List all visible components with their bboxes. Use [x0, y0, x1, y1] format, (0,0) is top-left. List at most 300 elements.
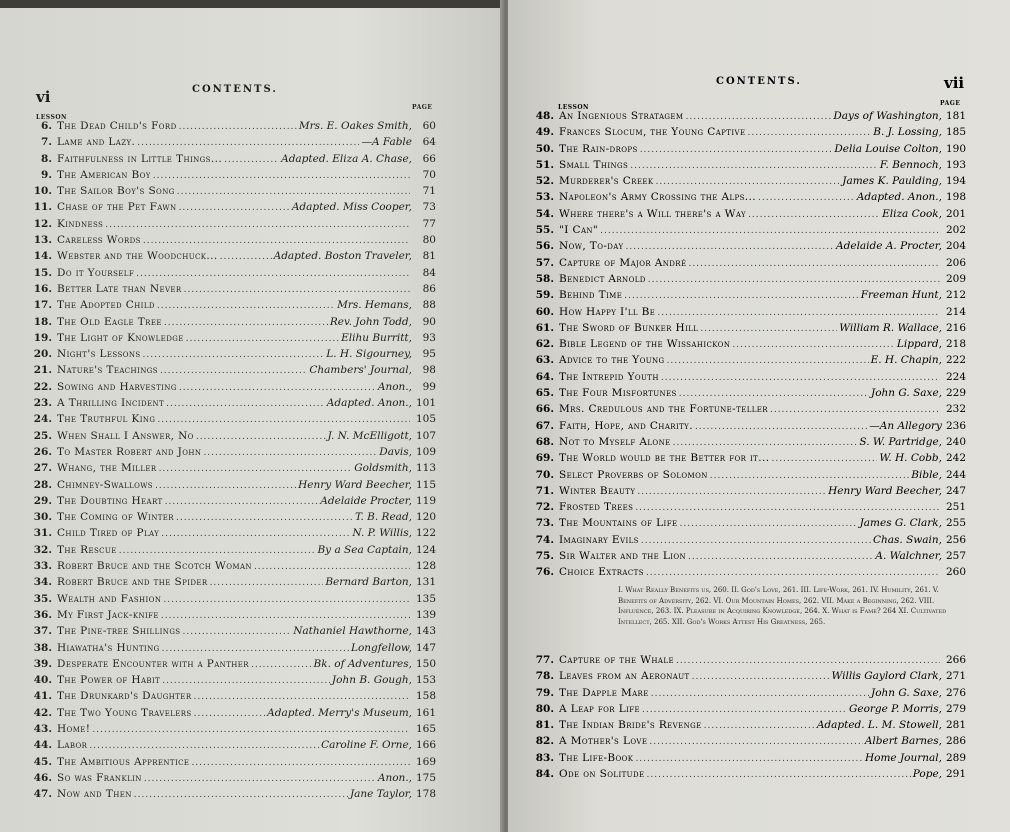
entry-author: N. P. Willis,	[352, 527, 412, 540]
entry-page: 153	[415, 674, 436, 687]
entry-page: 181	[945, 110, 966, 122]
entry-author: Adelaide Procter,	[320, 494, 412, 507]
dot-leader	[748, 207, 880, 223]
entry-author: Bernard Barton,	[325, 576, 412, 589]
entry-number: 51.	[535, 158, 554, 171]
choice-extracts-sublist: I. What Really Benefits us, 260. II. God's Love, 261. III. Life-Work, 261. IV. Humility, 261. V. Benefits of Adversity, 262. VI. Our Mountain Homes, 262. VII. Make a Beginning, 262. VIII. Influence, 263. IX. Pleasure in Acquiring Knowledge, 264. X. What is Fame? 264 XI. Cultivated Intellect, 265. XII. God's Works Attest His Greatness, 265.	[618, 586, 947, 626]
contents-entry	[30, 248, 436, 264]
entry-number: 54.	[535, 207, 554, 220]
entry-page: 95	[422, 348, 436, 361]
entry-number: 84.	[535, 768, 554, 781]
entry-page: 244	[945, 468, 966, 481]
entry-author: Bible,	[911, 468, 942, 481]
dot-leader	[624, 288, 858, 304]
entry-page: 279	[945, 702, 966, 715]
running-head: CONTENTS.	[192, 84, 278, 95]
entry-number: 49.	[535, 126, 554, 139]
entry-number: 59.	[535, 289, 554, 302]
entry-number: 11.	[33, 201, 52, 214]
entry-page: 166	[415, 739, 436, 752]
entry-page: 271	[945, 670, 966, 683]
entry-number: 71.	[535, 484, 554, 497]
entry-title: The Intrepid Youth	[559, 370, 659, 383]
entry-author: Henry Ward Beecher,	[828, 484, 942, 497]
entry-page: 291	[945, 768, 966, 781]
dot-leader	[224, 152, 279, 168]
entry-title: "I Can"	[559, 224, 599, 237]
entry-author: Jane Taylor,	[349, 788, 412, 801]
entry-page: 122	[415, 527, 436, 540]
entry-page: 128	[415, 560, 436, 573]
dot-leader	[251, 657, 312, 673]
dot-leader	[637, 484, 826, 500]
entry-author: Willis Gaylord Clark,	[831, 670, 942, 683]
entry-number: 19.	[33, 331, 52, 344]
entry-page: 256	[945, 533, 966, 546]
entry-page: 70	[422, 168, 436, 181]
entry-title: Choice Extracts	[559, 566, 644, 579]
entry-title: Frances Slocum, the Young Captive	[559, 126, 746, 139]
contents-entry	[532, 385, 966, 401]
column-label-lesson: LESSON	[36, 114, 68, 121]
entry-number: 31.	[33, 527, 52, 540]
entry-author: Bk. of Adventures,	[313, 657, 412, 670]
dot-leader	[686, 109, 832, 125]
entry-title: Capture of the Whale	[559, 654, 674, 666]
entry-page: 178	[415, 788, 436, 801]
contents-entry	[532, 652, 966, 668]
contents-entry	[30, 411, 436, 427]
entry-author: Adelaide A. Procter,	[836, 240, 942, 253]
entry-page: 73	[422, 201, 436, 214]
dot-leader	[732, 337, 895, 353]
entry-title: Night's Lessons	[57, 348, 141, 361]
contents-entry	[30, 265, 436, 281]
contents-entry	[532, 668, 966, 684]
contents-entry	[532, 287, 966, 303]
entry-number: 58.	[535, 272, 554, 285]
entry-title: The Sword of Bunker Hill	[559, 321, 699, 334]
contents-entry	[30, 688, 436, 704]
dot-leader	[254, 559, 410, 575]
entry-page: 206	[945, 256, 966, 269]
entry-title: The Adopted Child	[57, 299, 155, 312]
entry-title: Chimney-Swallows	[57, 478, 153, 491]
entry-page: 147	[415, 641, 436, 654]
entry-title: Home!	[57, 722, 91, 735]
entry-title: The Indian Bride's Revenge	[559, 719, 702, 732]
entry-number: 28.	[33, 478, 52, 491]
entry-author: B. J. Lossing,	[873, 126, 942, 139]
entry-page: 212	[945, 289, 966, 302]
entry-page: 115	[415, 478, 436, 491]
entry-page: 209	[945, 272, 966, 285]
entry-page: 81	[422, 250, 436, 263]
entry-number: 14.	[33, 250, 52, 263]
entry-page: 93	[422, 331, 436, 344]
entry-page: 135	[415, 592, 436, 605]
entry-author: Lippard,	[896, 338, 942, 351]
entry-title: Where there's a Will there's a Way	[559, 207, 747, 220]
entry-author: Adapted. Boston Traveler,	[273, 250, 412, 263]
dot-leader	[161, 608, 410, 624]
entry-number: 32.	[33, 543, 52, 556]
contents-entry	[532, 189, 966, 205]
entry-author: Anon.,	[377, 380, 412, 393]
entry-author: Adapted. Eliza A. Chase,	[281, 152, 412, 165]
entry-number: 21.	[33, 364, 52, 377]
entry-number: 53.	[535, 191, 554, 204]
entry-page: 90	[422, 315, 436, 328]
entry-author: Henry Ward Beecher,	[298, 478, 412, 491]
entry-title: The Two Young Travelers	[57, 706, 192, 719]
contents-entry	[30, 591, 436, 607]
entry-number: 72.	[535, 501, 554, 514]
contents-entry	[532, 733, 966, 749]
entry-author: George P. Morris,	[848, 702, 942, 715]
entry-number: 34.	[33, 576, 52, 589]
entry-author: William R. Wallace,	[839, 321, 942, 334]
entry-page: 107	[415, 429, 436, 442]
dot-leader	[679, 516, 857, 532]
dot-leader	[194, 689, 411, 705]
entry-title: Child Tired of Play	[57, 527, 160, 540]
entry-author: Mrs. Hemans,	[337, 299, 412, 312]
dot-leader	[157, 412, 410, 428]
contents-entry	[30, 542, 436, 558]
dot-leader	[89, 738, 319, 754]
dot-leader	[176, 510, 353, 526]
entry-number: 8.	[41, 152, 52, 165]
entry-title: The Rain-drops	[559, 142, 638, 155]
entry-title: Kindness	[57, 217, 104, 230]
entry-page: 60	[422, 120, 436, 132]
contents-entry	[532, 304, 966, 320]
entry-number: 10.	[33, 185, 52, 198]
entry-number: 37.	[33, 625, 52, 638]
entry-title: Capture of Major André	[559, 256, 687, 269]
entry-author: Pope,	[912, 768, 942, 781]
entry-page: 222	[945, 354, 966, 367]
entry-title: My First Jack-knife	[57, 608, 159, 621]
entry-title: Now, To-day	[559, 240, 624, 253]
column-label-lesson: LESSON	[558, 104, 590, 111]
contents-entry	[532, 124, 966, 140]
entry-page: 101	[415, 397, 436, 410]
entry-page: 169	[415, 755, 436, 768]
dot-leader	[600, 223, 940, 239]
contents-entry	[30, 786, 436, 802]
entry-title: Robert Bruce and the Scotch Woman	[57, 560, 252, 573]
entry-title: The World would be the Better for it...	[559, 452, 770, 465]
contents-entry	[532, 564, 966, 580]
dot-leader	[692, 669, 830, 685]
contents-list	[30, 118, 436, 802]
contents-entry	[532, 434, 966, 450]
entry-number: 62.	[535, 338, 554, 351]
dot-leader	[186, 331, 339, 347]
entry-page: 232	[945, 403, 966, 416]
contents-entry	[532, 255, 966, 271]
entry-title: Imaginary Evils	[559, 533, 639, 546]
entry-number: 65.	[535, 387, 554, 400]
entry-page: 86	[422, 282, 436, 295]
dot-leader	[143, 233, 410, 249]
entry-number: 39.	[33, 657, 52, 670]
left-page	[0, 0, 504, 832]
contents-list	[532, 652, 966, 782]
entry-number: 36.	[33, 608, 52, 621]
entry-number: 7.	[41, 136, 52, 149]
entry-title: Bible Legend of the Wissahickon	[559, 338, 731, 351]
entry-author: Adapted. Miss Cooper,	[291, 201, 412, 214]
dot-leader	[661, 370, 940, 386]
dot-leader	[196, 429, 326, 445]
dot-leader	[635, 500, 940, 516]
entry-number: 42.	[33, 706, 52, 719]
entry-title: Mrs. Credulous and the Fortune-teller	[559, 403, 768, 416]
entry-title: The Light of Knowledge	[57, 331, 184, 344]
entry-number: 16.	[33, 282, 52, 295]
entry-page: 198	[945, 191, 966, 204]
entry-number: 35.	[33, 592, 52, 605]
entry-number: 47.	[33, 788, 52, 801]
entry-number: 41.	[33, 690, 52, 703]
dot-leader	[157, 298, 335, 314]
contents-entry	[532, 222, 966, 238]
entry-author: Anon.,	[377, 771, 412, 784]
entry-page: 109	[415, 445, 436, 458]
entry-page: 161	[415, 706, 436, 719]
entry-number: 46.	[33, 771, 52, 784]
entry-author: Eliza Cook,	[882, 207, 942, 220]
entry-page: 119	[415, 494, 436, 507]
entry-page: 143	[415, 625, 436, 638]
contents-entry	[30, 444, 436, 460]
entry-number: 13.	[33, 234, 52, 247]
entry-title: Robert Bruce and the Spider	[57, 576, 208, 589]
entry-author: Adapted. L. M. Stowell,	[816, 719, 942, 732]
contents-entry	[532, 467, 966, 483]
dot-leader	[770, 402, 940, 418]
entry-title: The Pine-tree Shillings	[57, 625, 181, 638]
entry-number: 20.	[33, 348, 52, 361]
entry-author: Adapted. Anon.,	[326, 397, 412, 410]
dot-leader	[119, 543, 316, 559]
entry-number: 29.	[33, 494, 52, 507]
entry-page: 289	[945, 751, 966, 764]
entry-title: Sir Walter and the Lion	[559, 550, 687, 563]
contents-entry	[30, 754, 436, 770]
entry-page: 218	[945, 338, 966, 351]
dot-leader	[164, 315, 328, 331]
entry-page: 216	[945, 321, 966, 334]
entry-title: A Leap for Life	[559, 702, 641, 715]
entry-number: 26.	[33, 445, 52, 458]
entry-title: Labor	[57, 739, 88, 752]
entry-number: 63.	[535, 354, 554, 367]
dot-leader	[688, 256, 940, 272]
dot-leader	[646, 565, 940, 581]
entry-title: A Mother's Love	[559, 735, 648, 748]
entry-number: 80.	[535, 702, 554, 715]
entry-page: 201	[945, 207, 966, 220]
dot-leader	[153, 168, 410, 184]
entry-title: When Shall I Answer, No	[57, 429, 194, 442]
contents-entry	[532, 548, 966, 564]
dot-leader	[630, 158, 878, 174]
entry-number: 45.	[33, 755, 52, 768]
column-label-page: PAGE	[412, 104, 433, 111]
contents-entry	[30, 167, 436, 183]
dot-leader	[143, 347, 325, 363]
entry-number: 23.	[33, 397, 52, 410]
entry-number: 81.	[535, 719, 554, 732]
running-head: CONTENTS.	[716, 76, 802, 87]
contents-entry	[30, 640, 436, 656]
contents-entry	[30, 460, 436, 476]
dot-leader	[667, 353, 869, 369]
dot-leader	[160, 363, 307, 379]
entry-number: 44.	[33, 739, 52, 752]
contents-entry	[532, 418, 966, 434]
contents-entry	[30, 525, 436, 541]
contents-entry	[532, 499, 966, 515]
entry-title: Now and Then	[57, 788, 132, 801]
dot-leader	[179, 119, 297, 135]
entry-number: 79.	[535, 686, 554, 699]
contents-entry	[30, 770, 436, 786]
contents-entry	[532, 717, 966, 733]
entry-title: Webster and the Woodchuck...	[57, 250, 218, 263]
contents-entry	[30, 118, 436, 134]
dot-leader	[640, 142, 833, 158]
entry-number: 76.	[535, 566, 554, 579]
dot-leader	[700, 321, 837, 337]
entry-page: 120	[415, 511, 436, 524]
entry-number: 17.	[33, 299, 52, 312]
entry-page: 190	[945, 142, 966, 155]
dot-leader	[657, 305, 940, 321]
entry-number: 60.	[535, 305, 554, 318]
entry-author: Adapted. Merry's Museum,	[267, 706, 412, 719]
contents-entry	[532, 157, 966, 173]
entry-number: 12.	[33, 217, 52, 230]
entry-title: The Rescue	[57, 543, 117, 556]
entry-author: Albert Barnes,	[864, 735, 942, 748]
entry-number: 48.	[535, 110, 554, 122]
entry-page: 105	[415, 413, 436, 426]
entry-title: Frosted Trees	[559, 501, 634, 514]
contents-entry	[532, 483, 966, 499]
dot-leader	[184, 282, 410, 298]
dot-leader	[161, 526, 350, 542]
entry-number: 57.	[535, 256, 554, 269]
contents-entry	[30, 607, 436, 623]
dot-leader	[162, 641, 349, 657]
entry-number: 50.	[535, 142, 554, 155]
entry-page: 150	[415, 657, 436, 670]
entry-number: 25.	[33, 429, 52, 442]
entry-title: The Doubting Heart	[57, 494, 163, 507]
entry-page: 236	[945, 419, 966, 432]
dot-leader	[647, 767, 911, 783]
contents-entry	[30, 395, 436, 411]
dot-leader	[673, 435, 858, 451]
contents-entry	[30, 216, 436, 232]
entry-page: 251	[945, 501, 966, 514]
entry-number: 77.	[535, 654, 554, 666]
dot-leader	[194, 706, 266, 722]
entry-title: Chase of the Pet Fawn	[57, 201, 177, 214]
entry-title: The Life-Book	[559, 751, 634, 764]
entry-number: 83.	[535, 751, 554, 764]
entry-title: The Mountains of Life	[559, 517, 678, 530]
contents-entry	[30, 183, 436, 199]
entry-page: 158	[415, 690, 436, 703]
entry-author: J. N. McElligott,	[327, 429, 412, 442]
contents-entry	[532, 515, 966, 531]
contents-entry	[30, 314, 436, 330]
entry-author: By a Sea Captain,	[317, 543, 412, 556]
dot-leader	[155, 478, 296, 494]
dot-leader	[649, 734, 863, 750]
entry-page: 255	[945, 517, 966, 530]
dot-leader	[203, 445, 377, 461]
entry-page: 113	[415, 462, 436, 475]
entry-page: 175	[415, 771, 436, 784]
entry-title: Do it Yourself	[57, 266, 135, 279]
entry-title: The American Boy	[57, 168, 151, 181]
entry-number: 40.	[33, 674, 52, 687]
entry-number: 66.	[535, 403, 554, 416]
dot-leader	[191, 755, 410, 771]
contents-entry	[532, 369, 966, 385]
entry-title: The Truthful King	[57, 413, 156, 426]
contents-entry	[30, 428, 436, 444]
contents-entry	[30, 281, 436, 297]
dot-leader	[676, 653, 940, 669]
entry-author: Mrs. E. Oakes Smith,	[298, 120, 412, 132]
dot-leader	[177, 184, 410, 200]
entry-title: The Sailor Boy's Song	[57, 185, 175, 198]
dot-leader	[641, 533, 871, 549]
entry-number: 61.	[535, 321, 554, 334]
entry-author: F. Bennoch,	[879, 158, 942, 171]
entry-number: 74.	[535, 533, 554, 546]
entry-title: Leaves from an Aeronaut	[559, 670, 690, 683]
contents-entry	[30, 297, 436, 313]
entry-author: S. W. Partridge,	[859, 435, 942, 448]
contents-entry	[532, 685, 966, 701]
dot-leader	[695, 419, 867, 435]
contents-entry	[30, 656, 436, 672]
page-number: vii	[944, 74, 965, 92]
contents-entry	[30, 362, 436, 378]
entry-page: 99	[422, 380, 436, 393]
entry-number: 30.	[33, 511, 52, 524]
entry-author: Longfellow,	[351, 641, 412, 654]
entry-number: 38.	[33, 641, 52, 654]
entry-author: Chambers' Journal,	[309, 364, 412, 377]
dot-leader	[162, 673, 330, 689]
entry-author: James G. Clark,	[859, 517, 942, 530]
entry-title: The Four Misfortunes	[559, 387, 677, 400]
entry-title: Benedict Arnold	[559, 272, 646, 285]
dot-leader	[136, 266, 410, 282]
entry-page: 247	[945, 484, 966, 497]
contents-entry	[532, 750, 966, 766]
